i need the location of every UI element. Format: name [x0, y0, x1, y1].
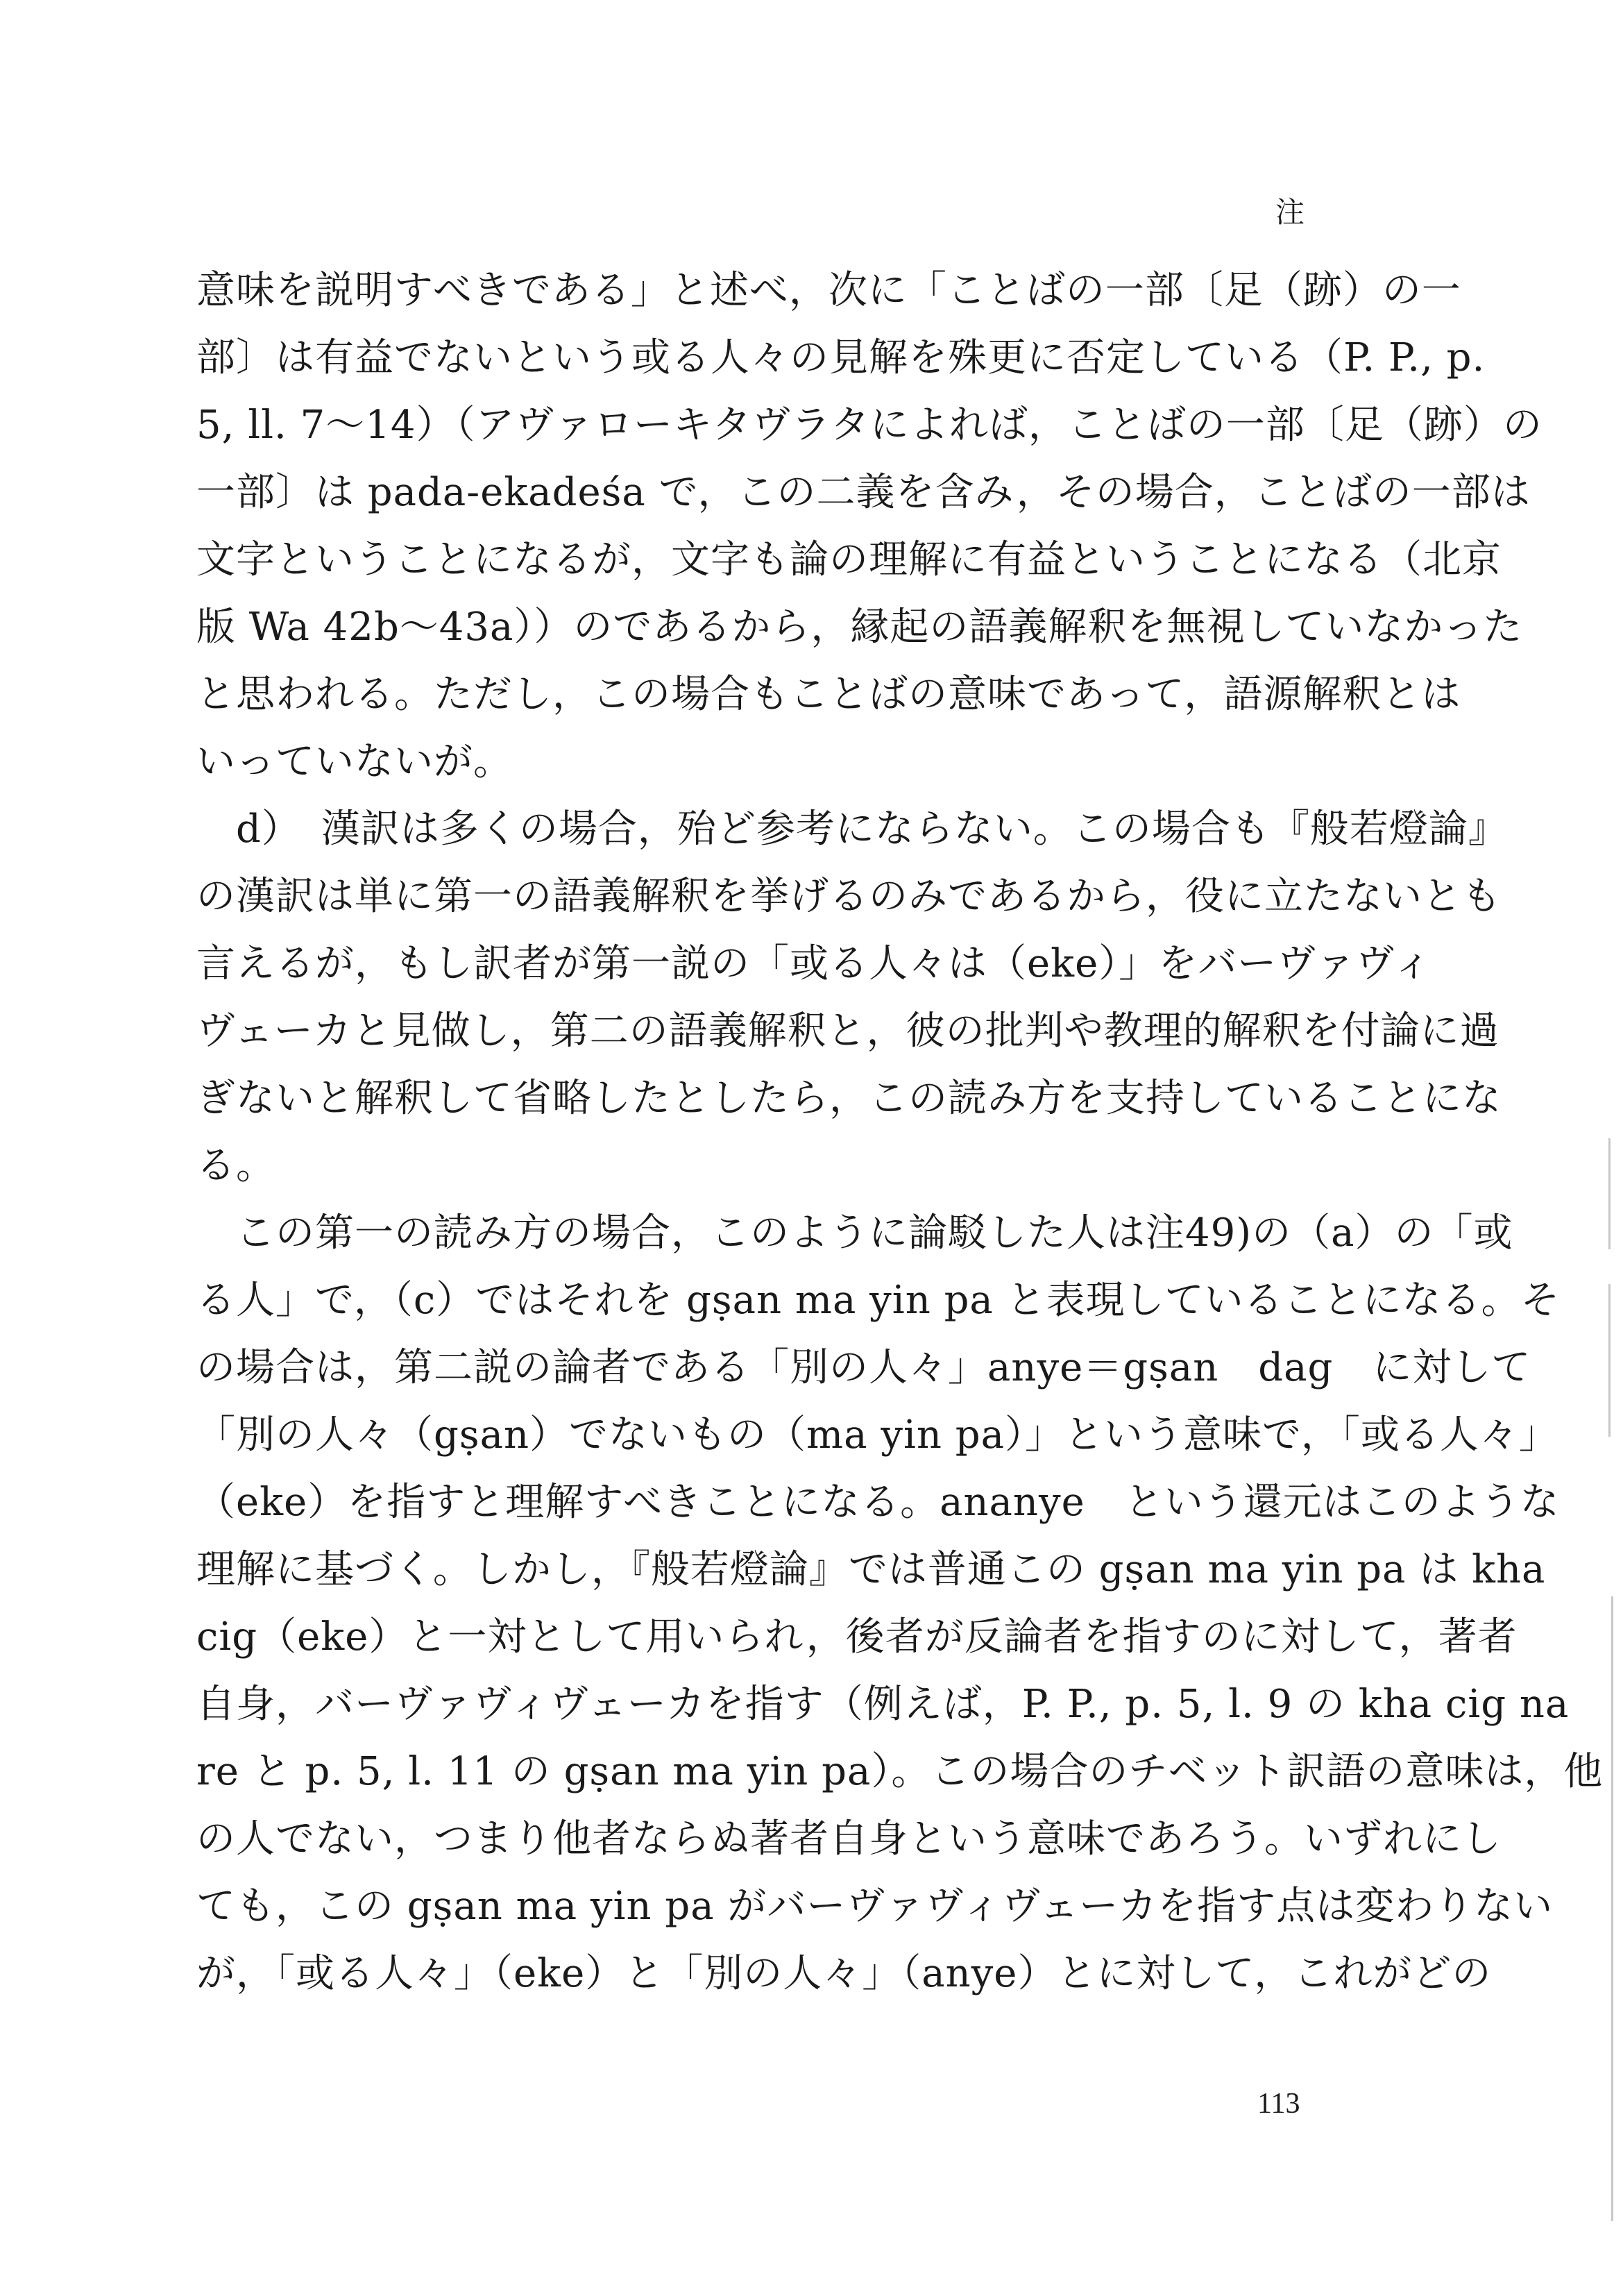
text-line-22: 自身，バーヴァヴィヴェーカを指す（例えば，P. P., p. 5, l. 9 の kha cig na [196, 1682, 1570, 1727]
text-line-18: 「別の人々（gṣan）でないもの（ma yin pa）」という意味で，「或る人々」 [196, 1412, 1558, 1458]
text-line-11: 言えるが，もし訳者が第一説の「或る人々は（eke）」をバーヴァヴィ [196, 941, 1433, 986]
text-line-21: cig（eke）と一対として用いられ，後者が反論者を指すのに対して，著者 [196, 1614, 1518, 1660]
text-line-12: ヴェーカと見做し，第二の語義解釈と，彼の批判や教理的解釈を付論に過 [196, 1008, 1499, 1054]
text-line-10: の漢訳は単に第一の語義解釈を挙げるのみであるから，役に立たないとも [196, 874, 1502, 919]
page-number: 113 [1257, 2088, 1300, 2120]
text-line-24: の人でない，つまり他者ならぬ著者自身という意味であろう。いずれにし [196, 1816, 1502, 1862]
text-line-1: 意味を説明すべきである」と述べ，次に「ことばの一部〔足（跡）の一 [196, 268, 1461, 313]
text-line-13: ぎないと解釈して省略したとしたら，この読み方を支持していることにな [196, 1076, 1502, 1121]
text-line-2: 部〕は有益でないという或る人々の見解を殊更に否定している（P. P., p. [196, 335, 1486, 380]
text-line-6: 版 Wa 42b～43a））のであるから，縁起の語義解釈を無視していなかった [196, 605, 1523, 650]
text-line-8: いっていないが。 [196, 739, 513, 784]
text-line-25: ても，この gṣan ma yin pa がバーヴァヴィヴェーカを指す点は変わりない [196, 1884, 1554, 1929]
text-line-19: （eke）を指すと理解すべきことになる。ananye という還元はこのような [196, 1480, 1560, 1525]
text-line-7: と思われる。ただし，この場合もことばの意味であって，語源解釈とは [196, 672, 1461, 717]
running-head: 注 [1275, 195, 1305, 229]
text-line-23: re と p. 5, l. 11 の gṣan ma yin pa）。この場合のチベット訳語の意味は，他 [196, 1749, 1604, 1794]
text-line-9: d） 漢訳は多くの場合，殆ど参考にならない。この場合も『般若燈論』 [196, 807, 1508, 852]
text-line-4: 一部〕は pada-ekadeśa で，この二義を含み，その場合，ことばの一部は [196, 470, 1531, 515]
scan-mark [1608, 1284, 1611, 1437]
text-line-17: の場合は，第二説の論者である「別の人々」anye＝gṣan dag に対して [196, 1345, 1531, 1390]
scan-mark [1611, 1596, 1613, 2221]
text-line-26: が，「或る人々」（eke）と「別の人々」（anye）とに対して，これがどの [196, 1951, 1492, 1996]
text-line-3: 5, ll. 7～14）（アヴァローキタヴラタによれば，ことばの一部〔足（跡）の [196, 403, 1543, 448]
text-line-16: る人」で，（c）ではそれを gṣan ma yin pa と表現していることになる。そ [196, 1278, 1561, 1323]
text-line-15: この第一の読み方の場合，このように論駁した人は注49)の（a）の「或 [196, 1210, 1513, 1256]
text-line-20: 理解に基づく。しかし，『般若燈論』では普通この gṣan ma yin pa は kha [196, 1547, 1546, 1592]
text-line-14: る。 [196, 1143, 275, 1188]
text-line-5: 文字ということになるが，文字も論の理解に有益ということになる（北京 [196, 537, 1502, 582]
scan-mark [1608, 1138, 1611, 1249]
body-text [196, 257, 1604, 2007]
